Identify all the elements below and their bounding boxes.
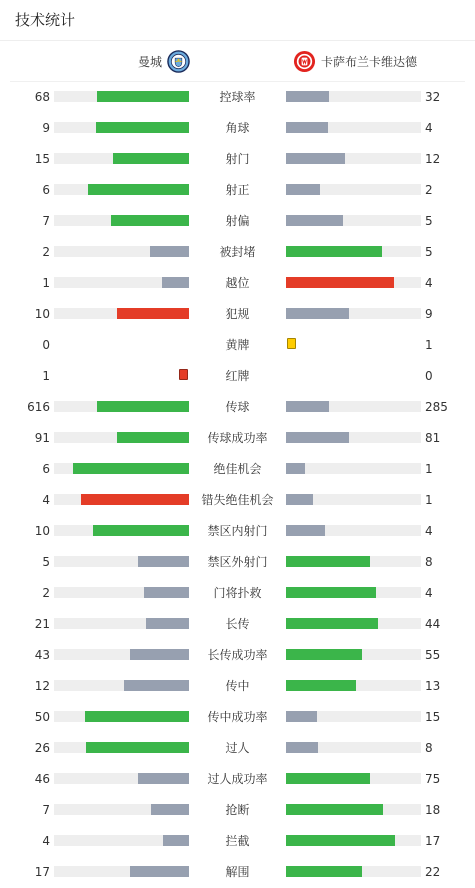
stat-row	[0, 485, 475, 516]
away-bar-track	[286, 835, 421, 846]
home-bar-track	[54, 153, 189, 164]
away-value: 15	[425, 710, 441, 724]
home-bar-track	[54, 618, 189, 629]
home-value: 6	[42, 183, 50, 197]
away-bar-track	[286, 742, 421, 753]
away-value: 12	[425, 152, 441, 166]
home-bar-track	[54, 649, 189, 660]
stat-row	[0, 454, 475, 485]
stat-label: 传中	[225, 679, 250, 693]
away-value: 8	[425, 741, 433, 755]
stat-label: 长传成功率	[207, 648, 268, 662]
away-bar-fill	[286, 835, 395, 846]
stat-label: 传中成功率	[207, 710, 268, 724]
home-bar-track	[54, 277, 189, 288]
away-bar-fill	[286, 866, 362, 877]
away-bar-track	[286, 525, 421, 536]
home-value: 7	[42, 214, 50, 228]
home-value: 26	[34, 741, 50, 755]
away-value: 1	[425, 462, 433, 476]
away-value: 285	[425, 400, 448, 414]
away-bar-track	[286, 432, 421, 443]
stat-label: 解围	[225, 865, 250, 879]
home-bar-track	[54, 494, 189, 505]
stat-row	[0, 702, 475, 733]
home-bar-track	[54, 587, 189, 598]
stat-row	[0, 144, 475, 175]
home-bar-track	[54, 711, 189, 722]
away-value: 4	[425, 586, 433, 600]
away-bar-fill	[286, 91, 329, 102]
away-bar-track	[286, 618, 421, 629]
stat-label: 禁区内射门	[207, 524, 268, 538]
stat-label: 长传	[225, 617, 250, 631]
home-bar-track	[54, 556, 189, 567]
away-value: 55	[425, 648, 441, 662]
away-value: 75	[425, 772, 441, 786]
home-team-header[interactable]	[138, 48, 190, 74]
away-bar-track	[286, 711, 421, 722]
home-bar-fill	[117, 308, 189, 319]
home-bar-track	[54, 742, 189, 753]
home-bar-track	[54, 215, 189, 226]
stat-row	[0, 392, 475, 423]
manchester-city-crest-icon	[167, 50, 190, 73]
home-value: 4	[42, 834, 50, 848]
home-bar-fill	[162, 277, 189, 288]
home-bar-track	[54, 432, 189, 443]
home-bar-fill	[138, 556, 189, 567]
away-bar-track	[286, 401, 421, 412]
home-team-name: 曼城	[137, 54, 162, 69]
home-bar-fill	[97, 401, 189, 412]
home-bar-fill	[130, 649, 189, 660]
home-value: 21	[34, 617, 50, 631]
stat-row	[0, 578, 475, 609]
home-bar-track	[54, 91, 189, 102]
home-value: 1	[42, 276, 50, 290]
home-value: 4	[42, 493, 50, 507]
stat-label: 射偏	[225, 214, 250, 228]
home-bar-fill	[138, 773, 189, 784]
stats-list	[0, 82, 475, 888]
stat-row	[0, 857, 475, 888]
home-bar-fill	[113, 153, 189, 164]
home-bar-track	[54, 308, 189, 319]
away-value: 5	[425, 245, 433, 259]
stat-label: 被封堵	[219, 245, 256, 259]
stat-label: 传球成功率	[207, 431, 268, 445]
home-bar-fill	[85, 711, 189, 722]
stat-label: 抢断	[225, 803, 250, 817]
stat-label: 角球	[225, 121, 250, 135]
home-bar-track	[54, 463, 189, 474]
away-value: 13	[425, 679, 441, 693]
home-value: 0	[42, 338, 50, 352]
home-value: 6	[42, 462, 50, 476]
stat-row	[0, 609, 475, 640]
home-bar-fill	[81, 494, 189, 505]
stat-label: 控球率	[219, 90, 256, 104]
page-title: 技术统计	[15, 11, 76, 29]
away-value: 44	[425, 617, 441, 631]
away-team-name: 卡萨布兰卡维达德	[321, 54, 418, 69]
home-bar-track	[54, 773, 189, 784]
away-bar-track	[286, 804, 421, 815]
stat-row	[0, 640, 475, 671]
stat-label: 禁区外射门	[207, 555, 268, 569]
away-value: 4	[425, 276, 433, 290]
home-value: 12	[34, 679, 50, 693]
home-bar-fill	[130, 866, 189, 877]
home-value: 15	[34, 152, 50, 166]
away-bar-track	[286, 649, 421, 660]
home-value: 2	[42, 245, 50, 259]
stat-label: 犯规	[225, 307, 250, 321]
home-value: 17	[34, 865, 50, 879]
home-bar-fill	[163, 835, 189, 846]
away-value: 18	[425, 803, 441, 817]
away-value: 32	[425, 90, 441, 104]
away-bar-fill	[286, 277, 394, 288]
away-team-header[interactable]	[293, 48, 417, 74]
away-value: 8	[425, 555, 433, 569]
away-bar-track	[286, 587, 421, 598]
away-value: 9	[425, 307, 433, 321]
wydad-casablanca-crest-icon	[293, 50, 316, 73]
home-bar-track	[54, 401, 189, 412]
home-value: 91	[34, 431, 50, 445]
home-value: 616	[27, 400, 50, 414]
away-value: 1	[425, 493, 433, 507]
home-bar-fill	[96, 122, 189, 133]
away-bar-track	[286, 215, 421, 226]
away-bar-track	[286, 277, 421, 288]
stat-label: 射门	[225, 152, 250, 166]
home-bar-fill	[117, 432, 189, 443]
home-bar-fill	[73, 463, 189, 474]
home-value: 10	[34, 307, 50, 321]
home-value: 46	[34, 772, 50, 786]
away-value: 5	[425, 214, 433, 228]
stat-label: 拦截	[225, 834, 250, 848]
home-value: 68	[34, 90, 50, 104]
stat-row	[0, 113, 475, 144]
away-bar-fill	[286, 122, 328, 133]
stat-label: 过人成功率	[207, 772, 268, 786]
away-bar-fill	[286, 153, 345, 164]
stat-row	[0, 237, 475, 268]
away-bar-track	[286, 246, 421, 257]
away-value: 0	[425, 369, 433, 383]
home-bar-fill	[86, 742, 189, 753]
away-bar-fill	[286, 711, 317, 722]
away-bar-track	[286, 773, 421, 784]
away-bar-track	[286, 184, 421, 195]
away-bar-track	[286, 122, 421, 133]
away-value: 17	[425, 834, 441, 848]
yellow-card-icon	[287, 338, 296, 349]
away-bar-fill	[286, 742, 318, 753]
home-bar-track	[54, 525, 189, 536]
stat-row	[0, 82, 475, 113]
home-value: 5	[42, 555, 50, 569]
away-value: 81	[425, 431, 441, 445]
stat-label: 过人	[225, 741, 250, 755]
red-card-icon	[179, 369, 188, 380]
home-value: 7	[42, 803, 50, 817]
stat-row	[0, 516, 475, 547]
home-bar-track	[54, 866, 189, 877]
home-bar-fill	[150, 246, 189, 257]
stat-row	[0, 175, 475, 206]
home-bar-fill	[124, 680, 189, 691]
home-bar-track	[54, 804, 189, 815]
home-value: 9	[42, 121, 50, 135]
away-bar-fill	[286, 649, 362, 660]
home-bar-fill	[97, 91, 189, 102]
stat-row	[0, 206, 475, 237]
away-bar-fill	[286, 525, 325, 536]
away-bar-fill	[286, 215, 343, 226]
away-bar-fill	[286, 556, 370, 567]
away-value: 4	[425, 121, 433, 135]
stat-row	[0, 733, 475, 764]
away-bar-track	[286, 463, 421, 474]
stat-label: 绝佳机会	[213, 462, 262, 476]
stat-row	[0, 826, 475, 857]
away-bar-track	[286, 556, 421, 567]
stat-row	[0, 671, 475, 702]
away-bar-fill	[286, 184, 320, 195]
away-bar-fill	[286, 773, 370, 784]
stat-row	[0, 268, 475, 299]
home-value: 50	[34, 710, 50, 724]
stat-row	[0, 764, 475, 795]
away-bar-track	[286, 153, 421, 164]
stat-label: 越位	[225, 276, 250, 290]
stat-row	[0, 795, 475, 826]
title-divider	[0, 40, 475, 41]
away-value: 4	[425, 524, 433, 538]
home-value: 43	[34, 648, 50, 662]
away-value: 1	[425, 338, 433, 352]
home-bar-track	[54, 246, 189, 257]
away-bar-track	[286, 680, 421, 691]
stat-label: 黄牌	[225, 338, 250, 352]
stat-row	[0, 330, 475, 361]
home-bar-track	[54, 122, 189, 133]
away-bar-fill	[286, 432, 349, 443]
home-bar-fill	[151, 804, 189, 815]
stat-label: 红牌	[225, 369, 250, 383]
away-bar-fill	[286, 463, 305, 474]
stat-label: 射正	[225, 183, 250, 197]
away-bar-track	[286, 308, 421, 319]
away-bar-fill	[286, 308, 349, 319]
home-bar-fill	[93, 525, 189, 536]
away-bar-fill	[286, 246, 382, 257]
stat-row	[0, 361, 475, 392]
home-value: 1	[42, 369, 50, 383]
away-value: 22	[425, 865, 441, 879]
away-bar-track	[286, 494, 421, 505]
home-value: 2	[42, 586, 50, 600]
home-bar-track	[54, 835, 189, 846]
home-bar-fill	[144, 587, 189, 598]
stat-row	[0, 299, 475, 330]
stat-label: 错失绝佳机会	[201, 493, 274, 507]
stat-row	[0, 547, 475, 578]
stat-label: 门将扑救	[213, 586, 262, 600]
home-bar-fill	[111, 215, 189, 226]
home-bar-fill	[88, 184, 189, 195]
away-bar-track	[286, 866, 421, 877]
home-value: 10	[34, 524, 50, 538]
away-bar-fill	[286, 401, 329, 412]
away-bar-fill	[286, 804, 383, 815]
stat-label: 传球	[225, 400, 250, 414]
away-bar-fill	[286, 680, 356, 691]
home-bar-track	[54, 184, 189, 195]
away-bar-fill	[286, 587, 376, 598]
away-bar-fill	[286, 618, 378, 629]
away-bar-track	[286, 91, 421, 102]
away-bar-fill	[286, 494, 313, 505]
home-bar-track	[54, 680, 189, 691]
home-bar-fill	[146, 618, 189, 629]
away-value: 2	[425, 183, 433, 197]
stat-row	[0, 423, 475, 454]
